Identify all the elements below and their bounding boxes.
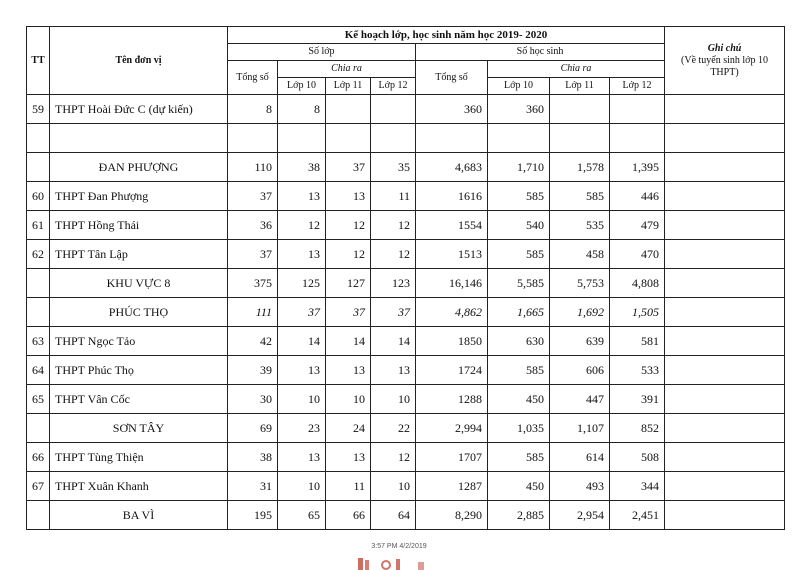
row-number: 59 [27, 95, 50, 124]
table-row [27, 182, 785, 211]
school-name: THPT Hoài Đức C (dự kiến) [50, 95, 228, 124]
cell-s-total: 360 [416, 95, 488, 124]
spacer-cell [27, 124, 50, 153]
row-number [27, 153, 50, 182]
cell-c10: 65 [278, 501, 326, 530]
cell-s10: 630 [488, 327, 550, 356]
header-student-breakdown: Chia ra [488, 61, 665, 78]
note-cell [665, 327, 785, 356]
table-group-row [27, 269, 785, 298]
header-student-grade11: Lớp 11 [550, 78, 610, 95]
cell-s11: 606 [550, 356, 610, 385]
cell-c12: 64 [371, 501, 416, 530]
cell-c-total: 8 [228, 95, 278, 124]
cell-c12: 14 [371, 327, 416, 356]
school-plan-table [26, 26, 785, 530]
cell-s11: 1,107 [550, 414, 610, 443]
cell-c11: 11 [326, 472, 371, 501]
cell-s12: 1,395 [610, 153, 665, 182]
cell-s10: 450 [488, 472, 550, 501]
cell-c11: 37 [326, 153, 371, 182]
cell-s12: 852 [610, 414, 665, 443]
cell-s11: 458 [550, 240, 610, 269]
cell-c12: 35 [371, 153, 416, 182]
cell-s12 [610, 95, 665, 124]
cell-c10: 14 [278, 327, 326, 356]
cell-c12: 12 [371, 443, 416, 472]
cell-s11: 493 [550, 472, 610, 501]
table-row [27, 211, 785, 240]
school-name: THPT Đan Phượng [50, 182, 228, 211]
cell-c11: 24 [326, 414, 371, 443]
spacer-cell [326, 124, 371, 153]
cell-c-total: 111 [228, 298, 278, 327]
cell-s12: 508 [610, 443, 665, 472]
row-number: 64 [27, 356, 50, 385]
note-cell [665, 153, 785, 182]
row-number [27, 298, 50, 327]
header-so-hoc-sinh: Số học sinh [416, 44, 665, 61]
note-cell [665, 385, 785, 414]
header-student-total: Tổng số [416, 61, 488, 95]
note-cell [665, 182, 785, 211]
header-class-breakdown: Chia ra [278, 61, 416, 78]
cell-s12: 391 [610, 385, 665, 414]
cell-s12: 2,451 [610, 501, 665, 530]
cell-s-total: 1554 [416, 211, 488, 240]
cell-c10: 13 [278, 443, 326, 472]
cell-c11: 13 [326, 443, 371, 472]
cell-c12: 22 [371, 414, 416, 443]
cell-s12: 1,505 [610, 298, 665, 327]
row-number: 66 [27, 443, 50, 472]
school-name: THPT Xuân Khanh [50, 472, 228, 501]
cell-c11: 14 [326, 327, 371, 356]
cell-s10: 1,665 [488, 298, 550, 327]
cell-c-total: 30 [228, 385, 278, 414]
school-name: THPT Phúc Thọ [50, 356, 228, 385]
cell-s-total: 16,146 [416, 269, 488, 298]
cell-c10: 23 [278, 414, 326, 443]
note-cell [665, 414, 785, 443]
cell-s10: 360 [488, 95, 550, 124]
school-name: THPT Tân Lập [50, 240, 228, 269]
cell-c11: 12 [326, 240, 371, 269]
cell-c10: 13 [278, 182, 326, 211]
spacer-cell [665, 124, 785, 153]
note-cell [665, 95, 785, 124]
school-name: THPT Ngọc Tảo [50, 327, 228, 356]
note-cell [665, 240, 785, 269]
header-class-total: Tổng số [228, 61, 278, 95]
table-body [27, 95, 785, 530]
table-row [27, 95, 785, 124]
cell-s10: 585 [488, 443, 550, 472]
note-cell [665, 269, 785, 298]
cell-s10: 540 [488, 211, 550, 240]
header-tt: TT [27, 27, 50, 95]
cell-c11: 13 [326, 182, 371, 211]
header-note-title: Ghi chú [707, 42, 742, 54]
cell-s11: 447 [550, 385, 610, 414]
group-name: KHU VỰC 8 [50, 269, 228, 298]
table-row [27, 385, 785, 414]
cell-c11 [326, 95, 371, 124]
cell-s-total: 1513 [416, 240, 488, 269]
cell-c10: 12 [278, 211, 326, 240]
school-name: THPT Hồng Thái [50, 211, 228, 240]
row-number [27, 414, 50, 443]
cell-s11: 1,692 [550, 298, 610, 327]
row-number: 61 [27, 211, 50, 240]
cell-c11: 127 [326, 269, 371, 298]
table-row [27, 240, 785, 269]
stamp-fragment-image [352, 556, 442, 570]
row-number: 67 [27, 472, 50, 501]
cell-c12: 10 [371, 385, 416, 414]
header-note [665, 27, 785, 95]
cell-s-total: 2,994 [416, 414, 488, 443]
cell-s10: 1,710 [488, 153, 550, 182]
cell-s12: 470 [610, 240, 665, 269]
group-name: SƠN TÂY [50, 414, 228, 443]
cell-s11 [550, 95, 610, 124]
cell-c10: 38 [278, 153, 326, 182]
cell-c10: 37 [278, 298, 326, 327]
cell-s-total: 1850 [416, 327, 488, 356]
cell-s11: 585 [550, 182, 610, 211]
table-group-row [27, 501, 785, 530]
table-group-row [27, 414, 785, 443]
table-spacer-row [27, 124, 785, 153]
table-row [27, 356, 785, 385]
spacer-cell [416, 124, 488, 153]
group-name: PHÚC THỌ [50, 298, 228, 327]
row-number: 63 [27, 327, 50, 356]
group-name: ĐAN PHƯỢNG [50, 153, 228, 182]
cell-c-total: 37 [228, 182, 278, 211]
cell-s10: 5,585 [488, 269, 550, 298]
table-header [27, 27, 785, 95]
cell-c-total: 195 [228, 501, 278, 530]
note-cell [665, 501, 785, 530]
cell-s-total: 1616 [416, 182, 488, 211]
cell-s-total: 1288 [416, 385, 488, 414]
cell-s-total: 1707 [416, 443, 488, 472]
group-name: BA VÌ [50, 501, 228, 530]
cell-c10: 13 [278, 356, 326, 385]
row-number: 62 [27, 240, 50, 269]
cell-c12: 11 [371, 182, 416, 211]
header-class-grade11: Lớp 11 [326, 78, 371, 95]
cell-c11: 12 [326, 211, 371, 240]
row-number [27, 269, 50, 298]
school-name: THPT Vân Cốc [50, 385, 228, 414]
cell-c12: 10 [371, 472, 416, 501]
cell-s11: 2,954 [550, 501, 610, 530]
header-class-grade12: Lớp 12 [371, 78, 416, 95]
table-group-row [27, 153, 785, 182]
header-student-grade12: Lớp 12 [610, 78, 665, 95]
cell-s-total: 1724 [416, 356, 488, 385]
cell-s-total: 8,290 [416, 501, 488, 530]
spacer-cell [488, 124, 550, 153]
header-note-sub: (Về tuyển sinh lớp 10 THPT) [681, 54, 768, 78]
spacer-cell [228, 124, 278, 153]
cell-s12: 4,808 [610, 269, 665, 298]
note-cell [665, 211, 785, 240]
spacer-cell [371, 124, 416, 153]
cell-s11: 614 [550, 443, 610, 472]
spacer-cell [50, 124, 228, 153]
cell-s11: 639 [550, 327, 610, 356]
table-row [27, 443, 785, 472]
cell-c12 [371, 95, 416, 124]
cell-s11: 1,578 [550, 153, 610, 182]
cell-c10: 125 [278, 269, 326, 298]
cell-s12: 581 [610, 327, 665, 356]
cell-c11: 66 [326, 501, 371, 530]
cell-c12: 13 [371, 356, 416, 385]
cell-s-total: 1287 [416, 472, 488, 501]
cell-s12: 446 [610, 182, 665, 211]
cell-s10: 585 [488, 182, 550, 211]
header-so-lop: Số lớp [228, 44, 416, 61]
cell-s12: 533 [610, 356, 665, 385]
cell-s10: 1,035 [488, 414, 550, 443]
cell-s10: 2,885 [488, 501, 550, 530]
cell-c-total: 69 [228, 414, 278, 443]
table-group-row [27, 298, 785, 327]
cell-c10: 10 [278, 385, 326, 414]
cell-s10: 585 [488, 356, 550, 385]
spacer-cell [278, 124, 326, 153]
cell-c10: 10 [278, 472, 326, 501]
row-number: 65 [27, 385, 50, 414]
print-timestamp: 3:57 PM 4/2/2019 [371, 543, 427, 550]
cell-c12: 123 [371, 269, 416, 298]
cell-s12: 344 [610, 472, 665, 501]
cell-c12: 12 [371, 240, 416, 269]
cell-s11: 5,753 [550, 269, 610, 298]
cell-c11: 37 [326, 298, 371, 327]
header-unit-name: Tên đơn vị [50, 27, 228, 95]
cell-c11: 10 [326, 385, 371, 414]
spacer-cell [550, 124, 610, 153]
note-cell [665, 472, 785, 501]
cell-c12: 37 [371, 298, 416, 327]
row-number: 60 [27, 182, 50, 211]
cell-c-total: 39 [228, 356, 278, 385]
cell-c10: 13 [278, 240, 326, 269]
cell-c-total: 31 [228, 472, 278, 501]
row-number [27, 501, 50, 530]
school-name: THPT Tùng Thiện [50, 443, 228, 472]
note-cell [665, 356, 785, 385]
cell-s-total: 4,862 [416, 298, 488, 327]
cell-s11: 535 [550, 211, 610, 240]
cell-c10: 8 [278, 95, 326, 124]
note-cell [665, 298, 785, 327]
cell-s10: 585 [488, 240, 550, 269]
cell-s12: 479 [610, 211, 665, 240]
cell-c-total: 375 [228, 269, 278, 298]
cell-c-total: 42 [228, 327, 278, 356]
table-row [27, 472, 785, 501]
cell-s-total: 4,683 [416, 153, 488, 182]
table-row [27, 327, 785, 356]
cell-c-total: 38 [228, 443, 278, 472]
cell-c-total: 37 [228, 240, 278, 269]
cell-c11: 13 [326, 356, 371, 385]
cell-c-total: 36 [228, 211, 278, 240]
cell-c12: 12 [371, 211, 416, 240]
header-class-grade10: Lớp 10 [278, 78, 326, 95]
spacer-cell [610, 124, 665, 153]
cell-s10: 450 [488, 385, 550, 414]
header-plan-title: Kế hoạch lớp, học sinh năm học 2019- 2020 [228, 27, 665, 44]
note-cell [665, 443, 785, 472]
header-student-grade10: Lớp 10 [488, 78, 550, 95]
cell-c-total: 110 [228, 153, 278, 182]
